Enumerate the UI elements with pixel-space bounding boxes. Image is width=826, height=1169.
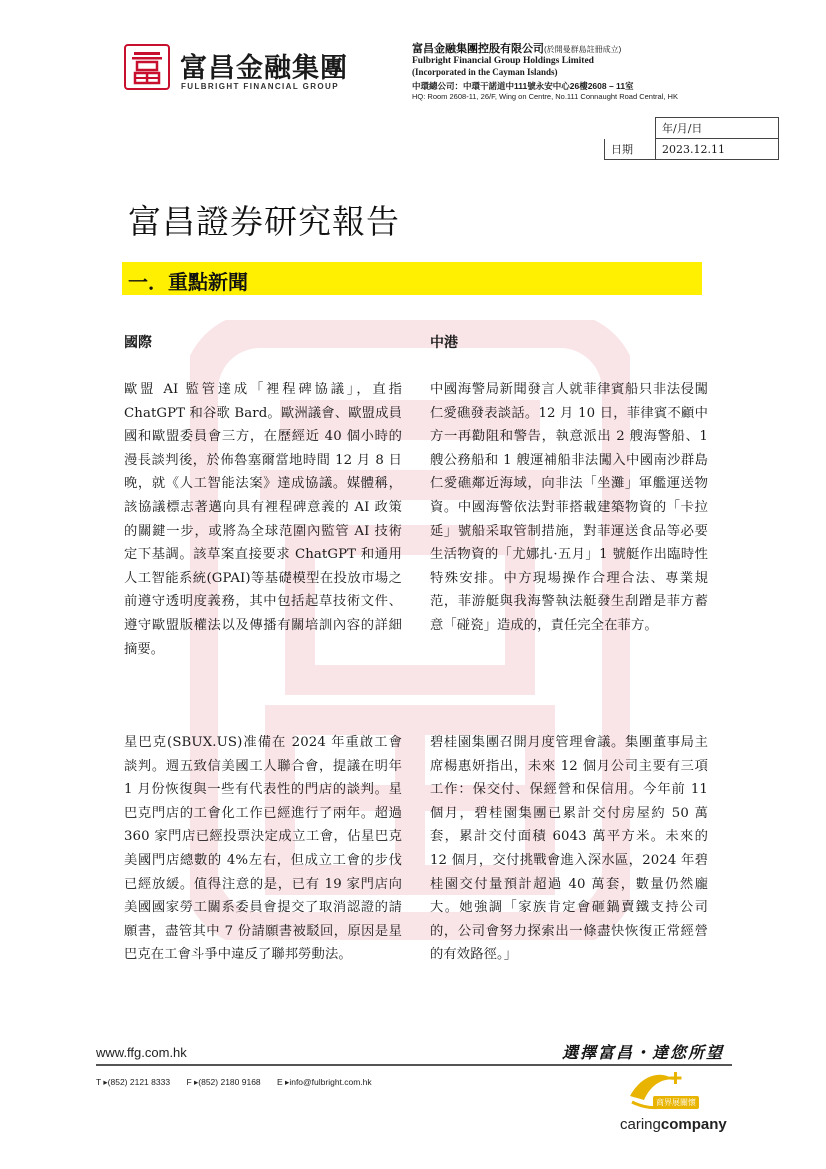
brand-logo-icon [126,46,168,88]
company-name-en: Fulbright Financial Group Holdings Limited [412,56,594,66]
company-info [412,40,712,101]
incorporation-note: (Incorporated in the Cayman Islands) [412,67,558,77]
column-heading-international: 國際 [124,335,152,351]
news-paragraph-country-garden: 碧桂園集團召開月度管理會議。集團董事局主席楊惠妍指出，未來 12 個月公司主要有三項工作：保交付、保經營和保信用。今年前 11 個月，碧桂園集團已累計交付房屋約 50 萬套，累計交付面積 6043 萬平方米。未來的 12 個月，交付挑戰會進入深水區，2024 年碧桂園交付量預計超過 40 萬套，數量仍然龐大。她強調「家族肯定會砸鍋賣鐵支持公司的，公司會努力探索出一條盡快恢復正常經營的有效路徑。」 [430,735,708,963]
date-blank-cell [605,118,656,139]
footer-fax: F ▸(852) 2180 9168 [186,1077,261,1087]
caring-text-bold: company [660,1116,727,1133]
hq-address-en: HQ: Room 2608-11, 26/F, Wing on Centre, No.111 Connaught Road Central, HK [412,92,678,101]
date-value: 2023.12.11 [656,139,779,160]
brand-name-cn: 富昌金融集團 [180,53,348,84]
date-format: 年/月/日 [656,118,779,139]
footer-tel: T ▸(852) 2121 8333 [96,1077,171,1087]
news-paragraph-eu-ai: 歐盟 AI 監管達成「裡程碑協議」，直指 ChatGPT 和谷歌 Bard。歐洲議會、歐盟成員國和歐盟委員會三方，在歷經近 40 個小時的漫長談判後，於佈魯塞爾當地時間 12 月 8 日晚，就《人工智能法案》達成協議。媒體稱，該協議標志著邁向具有裡程碑意義的 AI 政策的關鍵一步，或將為全球范圍內監管 AI 技術定下基調。該草案直接要求 ChatGPT 和通用人工智能系統(GPAI)等基礎模型在投放市場之前遵守透明度義務，其中包括起草技術文件、遵守歐盟版權法以及傳播有關培訓內容的詳細摘要。 [124,382,402,657]
brand-logo [124,44,170,90]
section-header [122,262,702,295]
footer-slogan: 選擇富昌・達您所望 [562,1043,725,1062]
news-paragraph-coast-guard: 中國海警局新聞發言人就菲律賓船只非法侵闖仁愛礁發表談話。12 月 10 日，菲律賓不顧中方一再勸阻和警告，執意派出 2 艘海警船、1 艘公務船和 1 艘運補船非法闖入中國南沙群島仁愛礁鄰近海域，向非法「坐灘」軍艦運送物資。中國海警依法對菲搭載建築物資的「卡拉延」號船采取管制措施，對菲運送食品等必要生活物資的「尤娜扎·五月」1 號艇作出臨時性特殊安排。中方現場操作合理合法、專業規范，菲游艇與我海警執法艇發生刮蹭是菲方蓄意「碰瓷」造成的，責任完全在菲方。 [430,382,708,633]
brand-name-en: FULBRIGHT FINANCIAL GROUP [181,82,339,91]
company-name-cn [412,40,712,56]
footer-contact [96,1077,386,1088]
report-title: 富昌證券研究報告 [128,202,400,241]
caring-company-text [620,1116,727,1133]
footer-email[interactable]: E ▸info@fulbright.com.hk [277,1077,372,1087]
hq-address-cn: 中環總公司：中環干諾道中111號永安中心26樓2608 – 11室 [412,81,634,91]
caring-text-pre: caring [620,1116,661,1133]
column-heading-china-hk: 中港 [430,335,458,351]
date-label: 日期 [605,139,656,160]
company-name-cn-text: 富昌金融集團控股有限公司 [412,43,544,55]
section-title: 一．重點新聞 [128,270,248,294]
footer-website-link[interactable]: www.ffg.com.hk [96,1045,187,1060]
company-note: (於開曼群島註冊成立) [544,45,622,54]
caring-company-badge: 商界展關懷 [653,1096,699,1109]
date-box [604,117,779,160]
news-paragraph-starbucks: 星巴克(SBUX.US)准備在 2024 年重啟工會談判。週五致信美國工人聯合會，提議在明年 1 月份恢復與一些有代表性的門店的談判。星巴克門店的工會化工作已經進行了兩年。超過 360 家門店已經投票決定成立工會，佔星巴克美國門店總數的 4%左右，但成立工會的步伐已經放緩。值得注意的是，已有 19 家門店向美國國家勞工關系委員會提交了取消認證的請願書，盡管其中 7 份請願書被駁回，原因是星巴克在工會斗爭中違反了聯邦勞動法。 [124,735,402,963]
